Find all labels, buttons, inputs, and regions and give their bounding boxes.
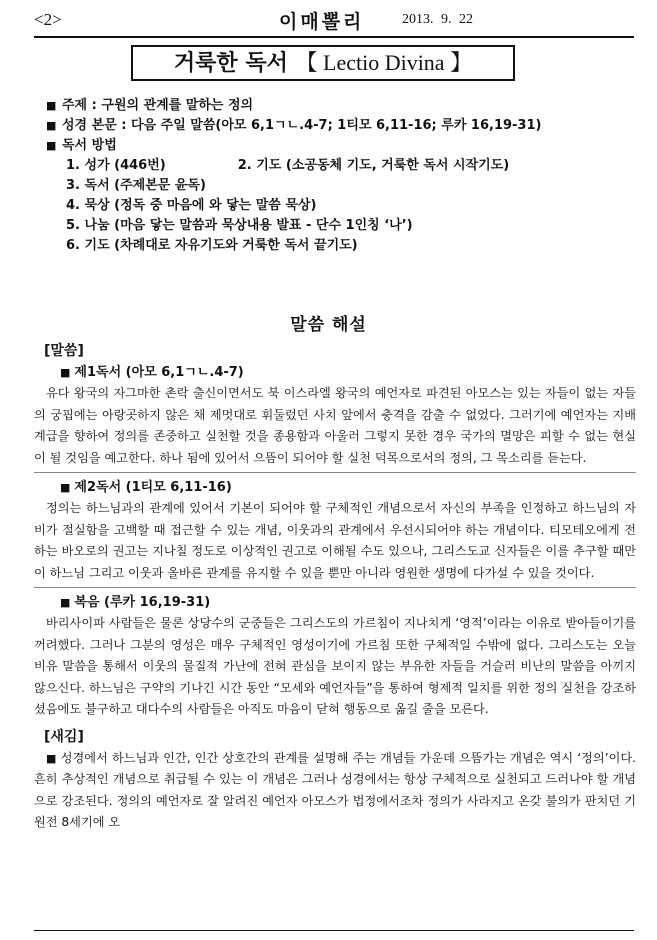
scripture-row <box>46 116 646 136</box>
page-number: <2> <box>34 10 62 29</box>
theme-value: : 구원의 관계를 말하는 정의 <box>91 98 254 113</box>
method-step-row <box>46 196 646 216</box>
reading-heading: ■ 복음 (루카 16,19-31) <box>60 595 211 610</box>
method-step: 4. 묵상 (정독 중 마음에 와 닿는 말씀 묵상) <box>66 198 317 213</box>
square-bullet-icon: ■ <box>46 119 57 132</box>
theme-label: 주제 <box>62 98 88 113</box>
square-bullet-icon: ■ <box>46 99 57 112</box>
reading-heading: ■ 제1독서 (아모 6,1ㄱㄴ.4-7) <box>60 365 244 380</box>
reading-text: 유다 왕국의 자그마한 촌락 출신이면서도 북 이스라엘 왕국의 예언자로 파견된 아모스는 있는 자들이 없는 자들의 궁핍에는 아랑곳하지 않은 채 제멋대로 휘둘렀던 사치 앞에서 충격을 감출 수 없었다. 그러기에 예언자는 지배계급을 향하여 정의를 존중하고 실천할 것을 종용함과 아울러 그렇지 못한 경우 국가의 멸망은 피할 수 없는 현실이 될 것임을 예고한다. 하나 됨에 있어서 으뜸이 되어야 할 실천 덕목으로서의 정의, 그 목소리를 듣는다. <box>34 383 636 473</box>
method-step-row <box>46 216 646 236</box>
square-bullet-icon: ■ <box>46 751 57 765</box>
method-step-row <box>46 176 646 196</box>
method-step: 3. 독서 (주제본문 윤독) <box>66 178 206 193</box>
reading-heading: ■ 제2독서 (1티모 6,11-16) <box>60 480 232 495</box>
reflection-tag: [새김] <box>44 728 84 745</box>
method-step: 6. 기도 (차례대로 자유기도와 거룩한 독서 끝기도) <box>66 238 358 253</box>
square-bullet-icon: ■ <box>60 596 71 609</box>
theme-row <box>46 96 646 116</box>
reading-text: 바리사이파 사람들은 물론 상당수의 군중들은 그리스도의 가르침이 지나치게 ‘영적’이라는 이유로 받아들이기를 꺼려했다. 그러나 그분의 영성은 매우 구체적인 영성이기에 가르침 또한 구체적일 수밖에 없다. 그리스도는 오늘 비유 말씀을 통해서 이웃의 물질적 가난에 전혀 관심을 보이지 않는 부유한 자들을 거슬러 비난의 말씀을 아끼지 않으신다. 하느님은 구약의 기나긴 시간 동안 “모세와 예언자들”을 통하여 형제적 일치를 위한 정의 실천을 강조하셨음에도 불구하고 대다수의 사람들은 아직도 마음이 닫혀 행동으로 옮길 줄을 모른다. <box>34 616 636 716</box>
square-bullet-icon: ■ <box>46 139 57 152</box>
method-label: 독서 방법 <box>62 138 117 153</box>
page-title <box>131 45 515 81</box>
scripture-label: 성경 본문 <box>62 118 117 133</box>
section-title: 말씀 해설 <box>290 315 367 335</box>
commentary <box>34 340 636 839</box>
footer-divider <box>34 930 634 931</box>
title-latin: 【 Lectio Divina 】 <box>295 50 473 75</box>
method-step: 1. 성가 (446번) <box>66 158 166 173</box>
method-step-row <box>46 236 646 256</box>
page-header <box>34 6 634 38</box>
method-row <box>46 136 646 156</box>
issue-date: 2013. 9. 22 <box>402 12 473 27</box>
word-tag: [말씀] <box>44 343 84 359</box>
method-step: 2. 기도 (소공동체 기도, 거룩한 독서 시작기도) <box>237 158 510 173</box>
method-step: 5. 나눔 (마음 닿는 말씀과 묵상내용 발표 - 단수 1인칭 ‘나’) <box>66 218 413 233</box>
newsletter-name: 이매뽈리 <box>279 11 365 33</box>
reflection-text: ■ 성경에서 하느님과 인간, 인간 상호간의 관계를 설명해 주는 개념들 가운데 으뜸가는 개념은 역시 ‘정의’이다. 흔히 추상적인 개념으로 취급될 수 있는 이 개념은 그러나 성경에서는 항상 구체적으로 실천되고 드러나야 할 개념으로 강조된다. 정의의 예언자로 잘 알려진 예언자 아모스가 법정에서조차 정의가 사라지고 온갖 불의가 판치던 기원전 8세기에 오 <box>34 750 636 829</box>
scripture-value: : 다음 주일 말씀(아모 6,1ㄱㄴ.4-7; 1티모 6,11-16; 루카 16,19-31) <box>121 118 542 133</box>
reading-info <box>46 96 646 256</box>
title-korean: 거룩한 독서 <box>173 51 288 76</box>
square-bullet-icon: ■ <box>60 481 71 494</box>
square-bullet-icon: ■ <box>60 366 71 379</box>
reading-text: 정의는 하느님과의 관계에 있어서 기본이 되어야 할 구체적인 개념으로서 자신의 부족을 인정하고 하느님의 자비가 절실함을 고백할 때 접근할 수 있는 개념, 이웃과의 관계에서 우선시되어야 하는 개념이다. 티모테오에게 전하는 바오로의 권고는 지나칠 정도로 이상적인 권고로 이해될 수도 있으나, 그리스도교 신자들은 이를 추구할 때만이 하느님 그리고 이웃과 올바른 관계를 유지할 수 있을 뿐만 아니라 영원한 생명에 다가설 수 있을 것이다. <box>34 498 636 588</box>
method-steps-1-2 <box>46 156 646 176</box>
